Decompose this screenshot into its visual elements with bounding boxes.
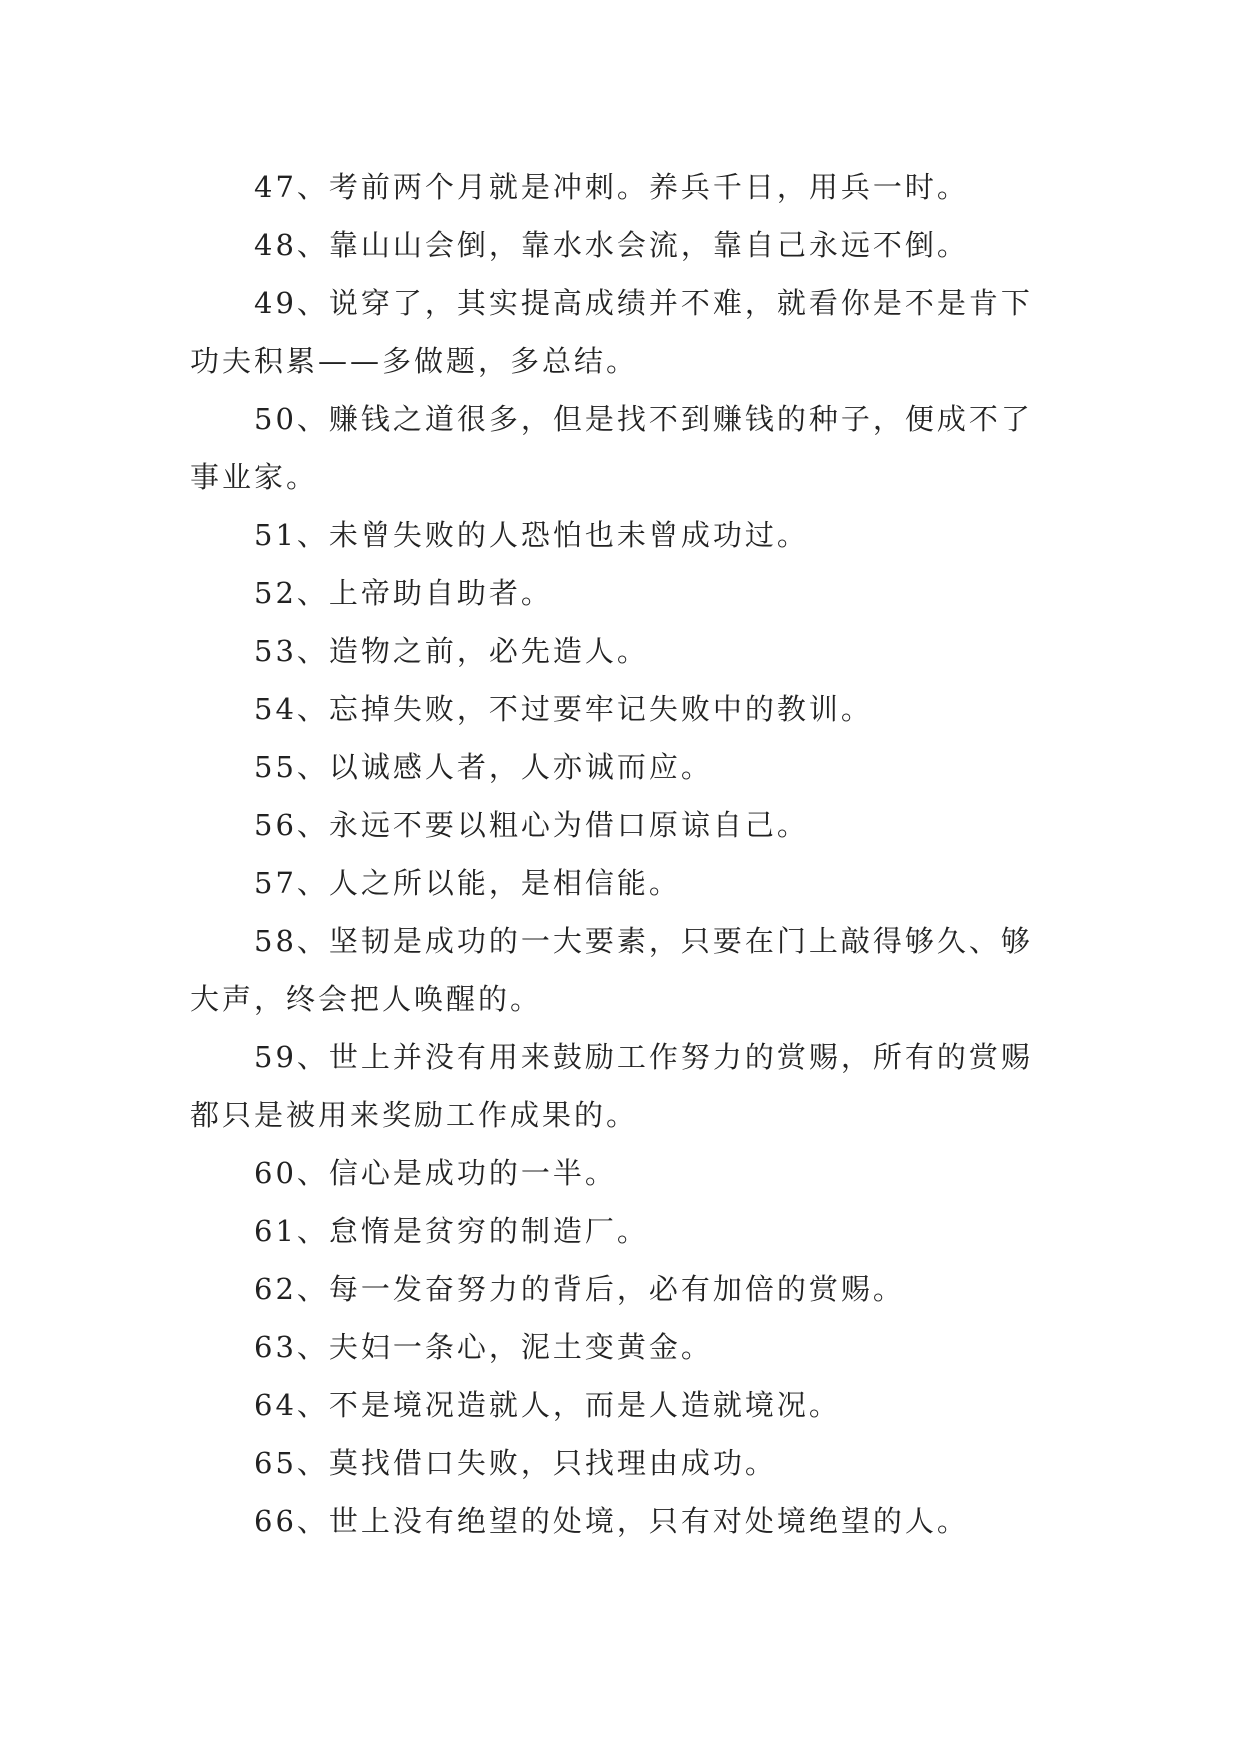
paragraph-51: 51、未曾失败的人恐怕也未曾成功过。 <box>254 518 809 552</box>
paragraph-61: 61、怠惰是贫穷的制造厂。 <box>254 1214 649 1248</box>
paragraph-57: 57、人之所以能，是相信能。 <box>254 866 681 900</box>
paragraph-63: 63、夫妇一条心，泥土变黄金。 <box>254 1330 713 1364</box>
paragraph-66: 66、世上没有绝望的处境，只有对处境绝望的人。 <box>254 1504 969 1538</box>
paragraph-50: 50、赚钱之道很多，但是找不到赚钱的种子，便成不了事业家。 <box>190 402 1033 494</box>
paragraph-64: 64、不是境况造就人，而是人造就境况。 <box>254 1388 841 1422</box>
paragraph-58: 58、坚韧是成功的一大要素，只要在门上敲得够久、够大声，终会把人唤醒的。 <box>190 924 1033 1016</box>
paragraph-52: 52、上帝助自助者。 <box>254 576 553 610</box>
paragraph-62: 62、每一发奋努力的背后，必有加倍的赏赐。 <box>254 1272 905 1306</box>
paragraph-49: 49、说穿了，其实提高成绩并不难，就看你是不是肯下功夫积累——多做题，多总结。 <box>190 286 1033 378</box>
paragraph-55: 55、以诚感人者，人亦诚而应。 <box>254 750 713 784</box>
paragraph-47: 47、考前两个月就是冲刺。养兵千日，用兵一时。 <box>254 170 969 204</box>
document-body <box>190 158 1062 1550</box>
paragraph-60: 60、信心是成功的一半。 <box>254 1156 617 1190</box>
paragraph-53: 53、造物之前，必先造人。 <box>254 634 649 668</box>
paragraph-56: 56、永远不要以粗心为借口原谅自己。 <box>254 808 809 842</box>
paragraph-59: 59、世上并没有用来鼓励工作努力的赏赐，所有的赏赐都只是被用来奖励工作成果的。 <box>190 1040 1033 1132</box>
paragraph-54: 54、忘掉失败，不过要牢记失败中的教训。 <box>254 692 873 726</box>
paragraph-65: 65、莫找借口失败，只找理由成功。 <box>254 1446 777 1480</box>
paragraph-48: 48、靠山山会倒，靠水水会流，靠自己永远不倒。 <box>254 228 969 262</box>
